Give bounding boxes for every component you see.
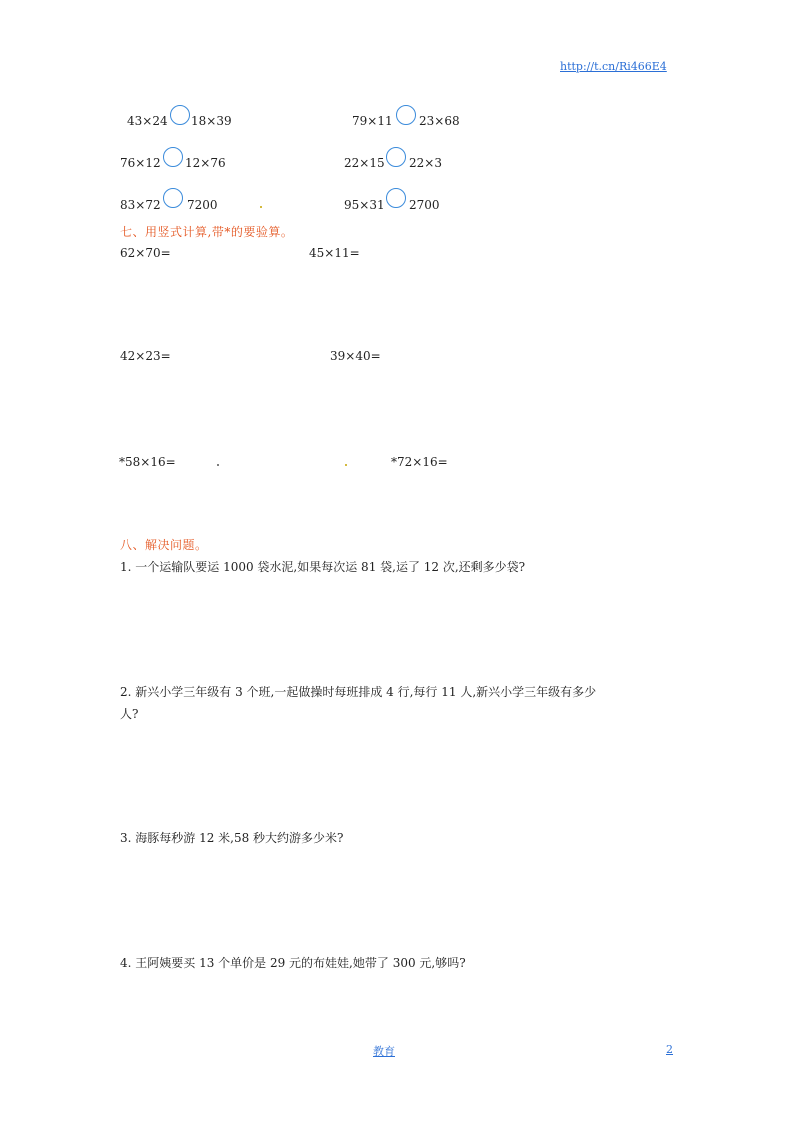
compare-right-b: 22×3	[409, 156, 442, 170]
compare-right-a: 79×11	[352, 114, 393, 128]
calc-item: *72×16=	[391, 455, 448, 469]
compare-right-b: 23×68	[419, 114, 460, 128]
problem-3: 3. 海豚每秒游 12 米,58 秒大约游多少米?	[120, 831, 344, 845]
stray-mark	[345, 464, 347, 466]
section7-title: 七、用竖式计算,带*的要验算。	[120, 225, 294, 239]
calc-item: 62×70=	[120, 246, 171, 260]
compare-circle[interactable]	[170, 105, 190, 125]
compare-left-b: 18×39	[191, 114, 232, 128]
header-link[interactable]: http://t.cn/Ri466E4	[560, 60, 667, 73]
calc-item: 42×23=	[120, 349, 171, 363]
compare-right-a: 95×31	[344, 198, 385, 212]
calc-item: *58×16=	[119, 455, 176, 469]
compare-circle[interactable]	[163, 147, 183, 167]
compare-right-a: 22×15	[344, 156, 385, 170]
compare-left-a: 83×72	[120, 198, 161, 212]
stray-mark	[260, 206, 262, 208]
stray-mark	[217, 464, 219, 466]
calc-item: 45×11=	[309, 246, 360, 260]
problem-2: 2. 新兴小学三年级有 3 个班,一起做操时每班排成 4 行,每行 11 人,新兴小学三年级有多少	[120, 685, 597, 699]
compare-left-b: 12×76	[185, 156, 226, 170]
compare-circle[interactable]	[386, 188, 406, 208]
compare-left-a: 76×12	[120, 156, 161, 170]
problem-1: 1. 一个运输队要运 1000 袋水泥,如果每次运 81 袋,运了 12 次,还剩多少袋?	[120, 560, 526, 574]
section8-title: 八、解决问题。	[120, 538, 208, 552]
compare-right-b: 2700	[409, 198, 440, 212]
page-number: 2	[666, 1043, 673, 1056]
compare-circle[interactable]	[396, 105, 416, 125]
compare-circle[interactable]	[163, 188, 183, 208]
calc-item: 39×40=	[330, 349, 381, 363]
compare-left-a: 43×24	[127, 114, 168, 128]
problem-2-cont: 人?	[120, 707, 139, 721]
footer-link[interactable]: 教育	[373, 1045, 395, 1058]
compare-circle[interactable]	[386, 147, 406, 167]
problem-4: 4. 王阿姨要买 13 个单价是 29 元的布娃娃,她带了 300 元,够吗?	[120, 956, 466, 970]
compare-left-b: 7200	[187, 198, 218, 212]
